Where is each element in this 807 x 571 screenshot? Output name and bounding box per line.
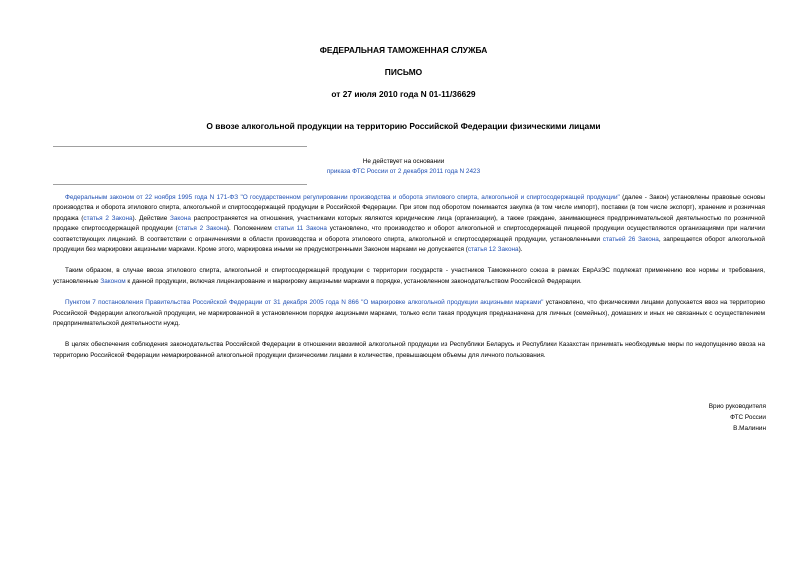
document-body (53, 193, 765, 372)
paragraph-2 (53, 266, 765, 287)
paragraph-1-text-1: (далее - Закон) установлены правовые основы производства и оборота этилового спирта, алкогольной и спиртосодержащей продукции в Российской Федерации. При этом под оборотом понимается закупка (в том числе импорт), поставки (в том числе экспорт), хранение и розничная продажа ( (53, 194, 765, 222)
paragraph-3 (53, 298, 765, 329)
agency-heading: ФЕДЕРАЛЬНАЯ ТАМОЖЕННАЯ СЛУЖБА (319, 45, 488, 55)
paragraph-2-text-2: к данной продукции, включая лицензирование и маркировку акцизными марками в порядке, установленном законодательством Российской Федерации. (125, 277, 582, 285)
paragraph-1-text-4: ). Положением (226, 225, 275, 233)
law-link-2[interactable]: Законом (100, 277, 126, 285)
document-type-heading: ПИСЬМО (384, 67, 423, 77)
paragraph-1-text-6: , запрещается оборот алкогольной продукции без маркировки акцизными марками. Кроме этого, маркировка иными не предусмотренными Законом марками не допускается ( (53, 235, 765, 254)
paragraph-2-text-1: Таким образом, в случае ввоза этилового спирта, алкогольной и спиртосодержащей продукции с территории государств - участников Таможенного союза в рамках ЕврАзЭС подлежат применению все нормы и требования, установленные (53, 267, 765, 285)
paragraph-1 (53, 193, 765, 255)
paragraph-4 (53, 340, 765, 361)
signature-block (709, 401, 766, 434)
notice-top-divider (53, 146, 307, 147)
notice-order-link[interactable]: приказа ФТС России от 2 декабря 2011 года N 2423 (326, 168, 481, 175)
article-2-link[interactable]: статья 2 Закона (83, 214, 133, 222)
law-link[interactable]: Закона (170, 214, 191, 222)
paragraph-3-text-1: установлено, что физическими лицами допускается ввоз на территорию Российской Федерации алкогольной продукции, не маркированной в установленном порядке акцизными марками, только если такая продукция предназначена для личных (семейных), домашних и иных не связанных с осуществлением предпринимательской деятельности нужд. (53, 299, 765, 328)
document-title: О ввозе алкогольной продукции на территорию Российской Федерации физическими лицами (206, 121, 601, 131)
signature-agency: ФТС России (730, 414, 766, 421)
article-26-link[interactable]: статьей 26 Закона (602, 235, 659, 243)
paragraph-1-text-5: установлено, что производство и оборот алкогольной и спиртосодержащей пищевой продукции осуществляются организациями при наличии соответствующих лицензий. В соответствии с ограничениями в области производства и оборота этилового спирта, алкогольной и спиртосодержащей продукции, установленными (53, 225, 765, 243)
federal-law-link[interactable]: Федеральным законом от 22 ноября 1995 года N 171-ФЗ "О государственном регулировании производства и оборота этилового спирта, алкогольной и спиртосодержащей продукции" (65, 194, 620, 201)
notice-line-2 (0, 167, 807, 177)
government-resolution-link[interactable]: Пунктом 7 постановления Правительства Российской Федерации от 31 декабря 2005 года N 866 "О маркировке алкогольной продукции акцизными марками" (65, 299, 544, 307)
article-2-link-2[interactable]: статья 2 Закона (177, 225, 227, 233)
signature-position: Врио руководителя (708, 403, 766, 410)
article-12-link[interactable]: статья 12 Закона (467, 246, 519, 254)
article-11-link[interactable]: статьи 11 Закона (274, 225, 327, 233)
paragraph-1-text-2: ). Действие (132, 214, 170, 222)
notice-text: Не действует на основании (362, 158, 445, 165)
paragraph-1-text-3: распространяется на отношения, участниками которых являются юридические лица (организации), а также граждане, занимающиеся предпринимательской деятельностью по розничной продаже спиртосодержащей продукции ( (53, 214, 765, 233)
signature-name: В.Малинин (733, 425, 766, 432)
date-number-heading: от 27 июля 2010 года N 01-11/36629 (331, 89, 476, 99)
paragraph-4-text-1: В целях обеспечения соблюдения законодательства Российской Федерации в отношении ввозимой алкогольной продукции из Республики Беларусь и Республики Казахстан принимать необходимые меры по недопущению ввоза на территорию Российской Федерации немаркированной алкогольной продукции физическими лицами в количестве, превышающем объемы для личного пользования. (53, 341, 765, 359)
notice-bottom-divider (53, 184, 307, 185)
paragraph-1-text-7: ). (518, 246, 523, 254)
